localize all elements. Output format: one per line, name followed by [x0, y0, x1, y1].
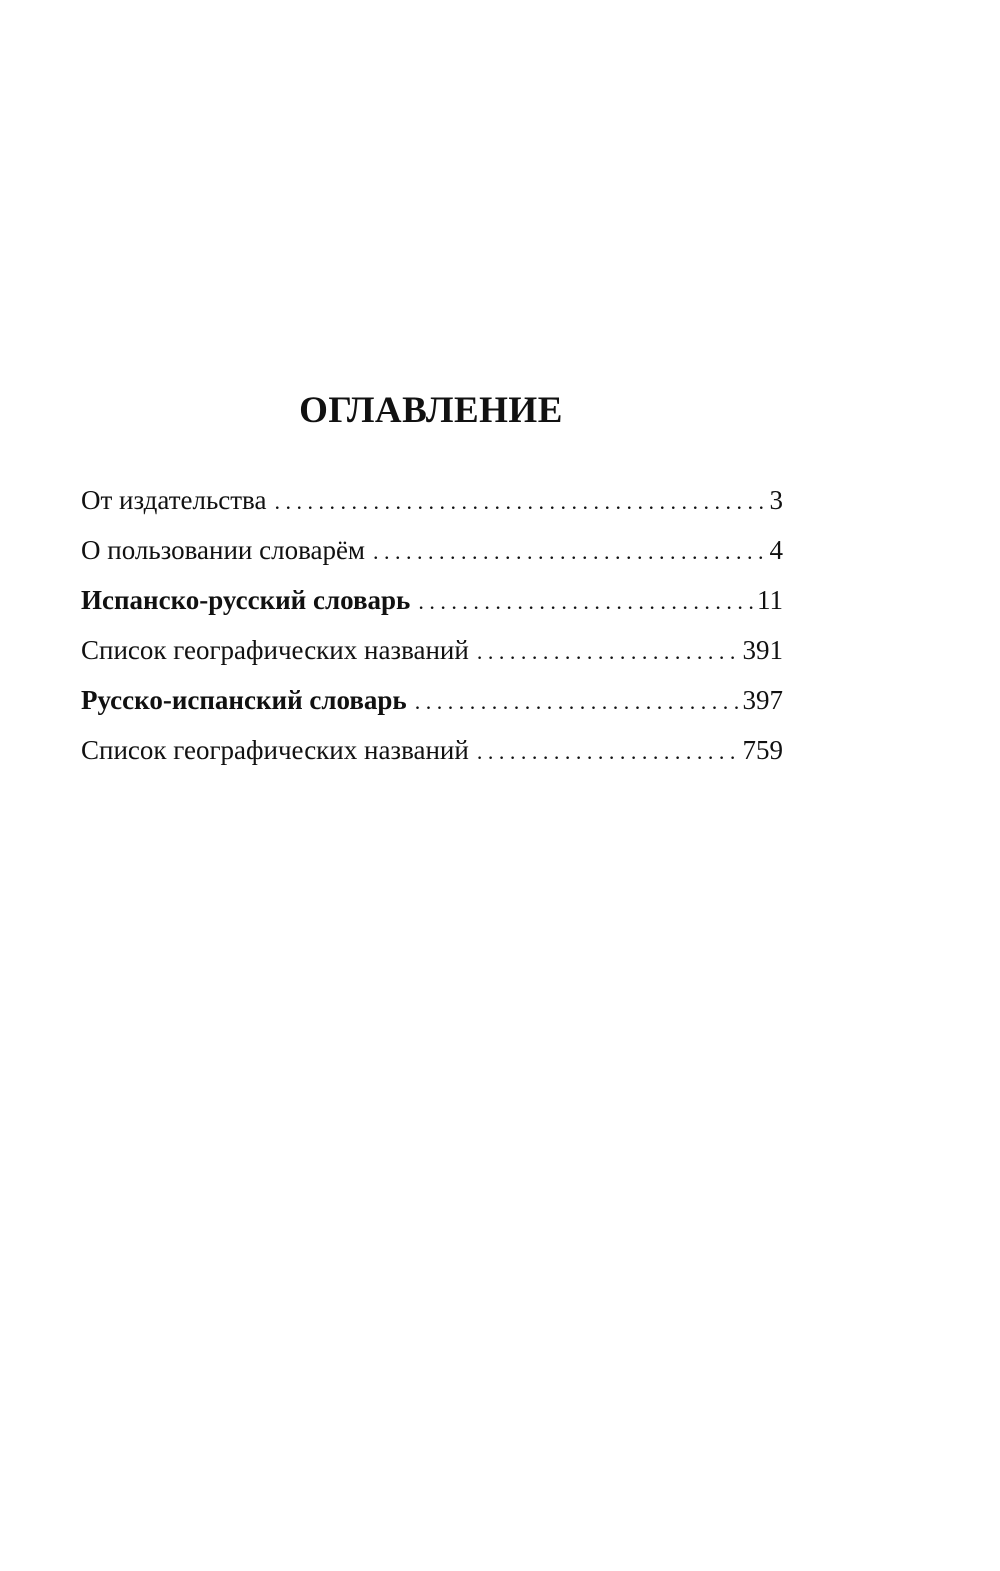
dot-leader: [373, 527, 765, 577]
toc-title: ОГЛАВЛЕНИЕ: [299, 390, 563, 431]
dot-leader: [274, 477, 765, 527]
toc-entry-page: 11: [757, 585, 783, 615]
toc-entry-label: Испанско-русский словарь: [81, 585, 411, 615]
toc-entry: [81, 575, 783, 625]
toc-entry: [81, 725, 783, 775]
toc-entry-page: 3: [769, 485, 783, 515]
toc-entry-page: 4: [769, 535, 783, 565]
toc-entry: [81, 625, 783, 675]
toc-entry-label: О пользовании словарём: [81, 535, 366, 565]
toc-entry: [81, 675, 783, 725]
toc-entry-page: 391: [742, 635, 783, 665]
dot-leader: [477, 727, 739, 777]
toc-entry: [81, 475, 783, 525]
dot-leader: [477, 627, 739, 677]
toc-entry-label: От издательства: [81, 485, 267, 515]
toc-entry-label: Список географических названий: [81, 635, 469, 665]
toc-entry-page: 397: [742, 685, 783, 715]
toc-entry-page: 759: [742, 735, 783, 765]
toc-entry-label: Список географических названий: [81, 735, 469, 765]
dot-leader: [418, 577, 753, 627]
toc-list: [81, 475, 783, 775]
dot-leader: [415, 677, 739, 727]
toc-entry-label: Русско-испанский словарь: [81, 685, 407, 715]
toc-entry: [81, 525, 783, 575]
